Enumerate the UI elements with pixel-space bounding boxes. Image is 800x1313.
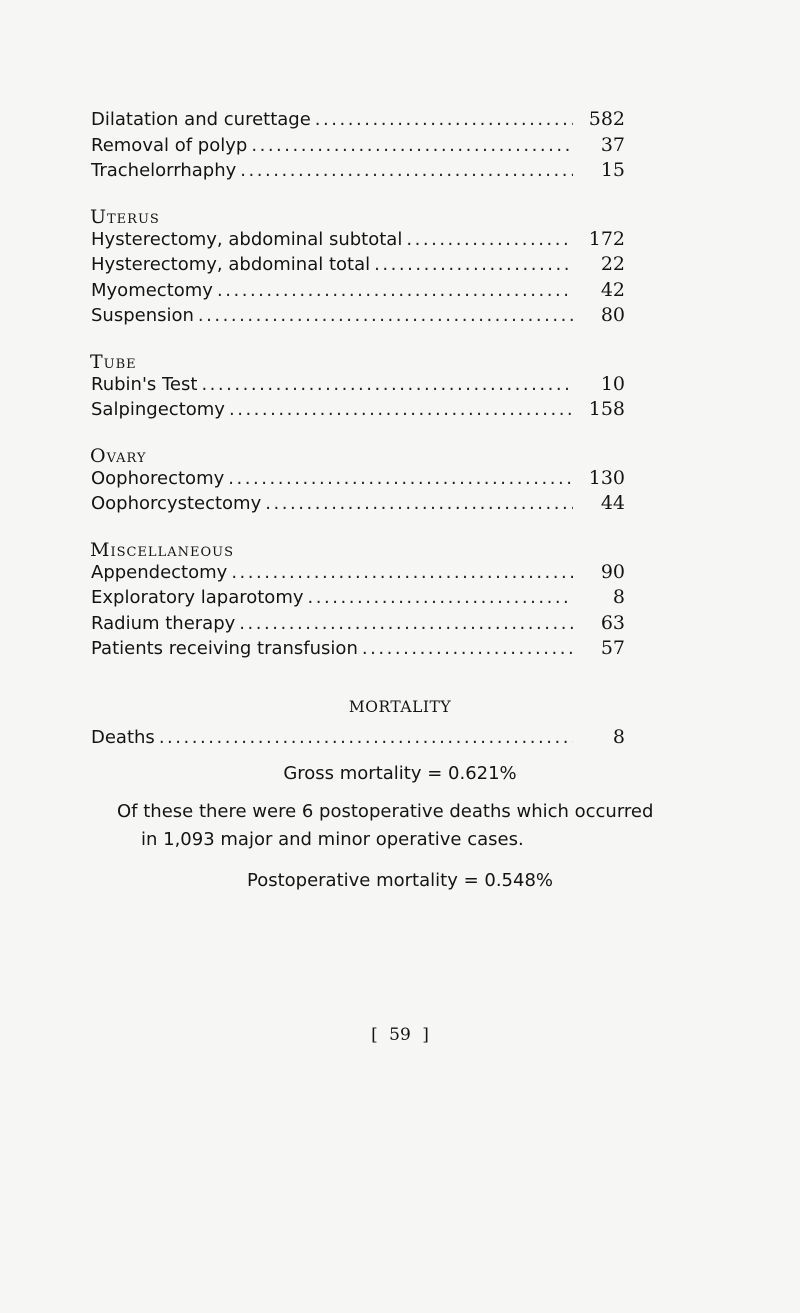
list-item — [91, 492, 625, 518]
deaths-count: 8 — [612, 726, 625, 748]
dot-leader — [308, 587, 573, 608]
dot-leader — [159, 727, 573, 748]
procedure-count: 15 — [600, 159, 625, 181]
procedure-count: 63 — [600, 611, 625, 634]
procedure-label: Oophorcystectomy — [91, 493, 262, 514]
procedure-count: 582 — [588, 108, 625, 130]
procedure-count: 158 — [588, 398, 625, 420]
dot-leader — [240, 160, 573, 181]
procedure-count: 42 — [600, 278, 625, 301]
procedure-label: Removal of polyp — [91, 134, 248, 156]
dot-leader — [198, 305, 573, 326]
procedure-label: Trachelorrhaphy — [91, 160, 237, 181]
dot-leader — [231, 562, 573, 583]
list-item — [91, 398, 625, 424]
list-item — [91, 134, 625, 160]
dot-leader — [217, 280, 573, 301]
procedure-label: Oophorectomy — [91, 467, 225, 489]
section-heading-tube: Tube — [90, 350, 137, 373]
procedure-label: Exploratory laparotomy — [91, 587, 304, 608]
procedure-list — [91, 108, 625, 663]
mortality-note — [117, 798, 737, 854]
procedure-count: 172 — [588, 227, 625, 250]
dot-leader — [374, 254, 573, 275]
procedure-label: Radium therapy — [91, 612, 236, 634]
list-item — [91, 612, 625, 638]
dot-leader — [229, 399, 573, 420]
list-item — [91, 279, 625, 305]
procedure-label: Hysterectomy, abdominal total — [91, 254, 371, 275]
dot-leader — [201, 374, 573, 395]
list-item — [91, 228, 625, 254]
procedure-count: 57 — [600, 637, 625, 659]
list-item — [91, 561, 625, 587]
procedure-label: Hysterectomy, abdominal subtotal — [91, 228, 403, 250]
procedure-count: 90 — [600, 560, 625, 583]
dot-leader — [239, 613, 573, 634]
list-item — [91, 637, 625, 663]
deaths-row — [91, 726, 625, 752]
list-item — [91, 726, 625, 752]
procedure-label: Myomectomy — [91, 279, 213, 301]
list-item — [91, 373, 625, 399]
procedure-count: 37 — [600, 133, 625, 156]
section-heading-uterus: Uterus — [90, 205, 160, 228]
dot-leader — [265, 493, 573, 514]
list-item — [91, 253, 625, 279]
procedure-count: 22 — [600, 253, 625, 275]
list-item — [91, 586, 625, 612]
procedure-count: 130 — [588, 466, 625, 489]
dot-leader — [228, 468, 573, 489]
procedure-count: 80 — [600, 304, 625, 326]
dot-leader — [406, 229, 573, 250]
deaths-label: Deaths — [91, 727, 155, 748]
dot-leader — [251, 135, 573, 156]
note-line-1: Of these there were 6 postoperative deaths which occurred — [117, 801, 654, 822]
note-line-2: in 1,093 major and minor operative cases. — [141, 829, 524, 850]
procedure-label: Patients receiving transfusion — [91, 638, 358, 659]
procedure-count: 10 — [600, 372, 625, 395]
procedure-label: Suspension — [91, 305, 194, 326]
dot-leader — [362, 638, 573, 659]
procedure-count: 8 — [612, 586, 625, 608]
section-heading-miscellaneous: Miscellaneous — [90, 538, 234, 561]
procedure-label: Rubin's Test — [91, 373, 198, 395]
list-item — [91, 108, 625, 134]
dot-leader — [315, 109, 573, 130]
procedure-label: Appendectomy — [91, 561, 228, 583]
procedure-count: 44 — [600, 492, 625, 514]
list-item — [91, 304, 625, 330]
list-item — [91, 467, 625, 493]
section-heading-ovary: Ovary — [90, 444, 147, 467]
procedure-label: Dilatation and curettage — [91, 109, 311, 130]
gross-mortality: Gross mortality = 0.621% — [283, 763, 517, 784]
mortality-heading: MORTALITY — [348, 698, 452, 716]
postoperative-mortality: Postoperative mortality = 0.548% — [246, 870, 554, 891]
list-item — [91, 159, 625, 185]
page-number: [ 59 ] — [371, 1025, 429, 1045]
procedure-label: Salpingectomy — [91, 399, 225, 420]
